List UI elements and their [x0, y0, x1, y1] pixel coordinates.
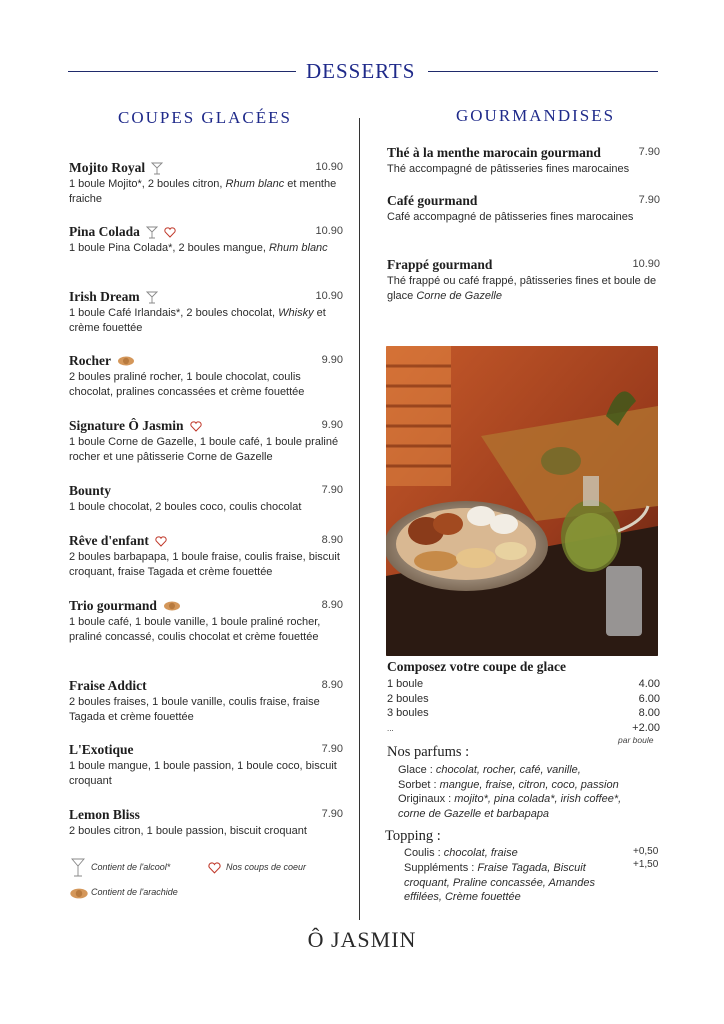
menu-item: [69, 160, 343, 206]
item-name: Thé à la menthe marocain gourmand: [387, 145, 601, 160]
menu-item: [69, 533, 343, 579]
parfums-list: [398, 763, 648, 821]
tea-tray-illustration: [386, 346, 658, 656]
item-desc-italic: Rhum blanc: [225, 178, 285, 190]
heart-icon: [208, 862, 221, 874]
legend-alcohol: Contient de l'alcool*: [91, 862, 171, 872]
item-price: 7.90: [321, 808, 343, 820]
compose-row: [387, 693, 660, 705]
item-desc: 1 boule Mojito*, 2 boules citron,: [69, 178, 226, 190]
topping-title: Topping :: [385, 828, 441, 844]
peanut-icon: [69, 887, 89, 900]
topping-supplements: [404, 861, 626, 905]
item-desc-tail: et menthe fraiche: [69, 178, 337, 205]
menu-item: [69, 742, 343, 788]
legend-peanut: Contient de l'arachide: [91, 887, 178, 897]
supp-label: Suppléments :: [404, 862, 478, 874]
item-name: Lemon Bliss: [69, 807, 140, 822]
compose-price: 4.00: [638, 678, 660, 690]
per-scoop-note: par boule: [618, 735, 654, 745]
compose-row: [387, 678, 660, 690]
compose-label: 2 boules: [387, 693, 429, 705]
compose-label: 1 boule: [387, 678, 424, 690]
supp-price: +1,50: [633, 859, 659, 870]
menu-item: [69, 289, 343, 335]
compose-price: 8.00: [638, 707, 660, 719]
item-name: Café gourmand: [387, 193, 478, 208]
item-desc: Thé accompagné de pâtisseries fines marocaines: [387, 163, 630, 175]
cocktail-icon: [151, 162, 163, 175]
compose-row: [387, 722, 660, 734]
item-price: 8.90: [321, 679, 343, 691]
item-name: Irish Dream: [69, 289, 140, 304]
item-desc: Thé frappé ou café frappé, pâtisseries fines et boule de glace: [387, 275, 657, 302]
brand-logo: Ô JASMIN: [307, 927, 417, 952]
menu-item: [69, 418, 343, 464]
cocktail-icon: [146, 291, 158, 304]
menu-item: [69, 483, 343, 515]
menu-item: [69, 678, 343, 724]
item-desc: 2 boules barbapapa, 1 boule fraise, coulis fraise, biscuit croquant, fraise Tagada et crème fouettée: [69, 551, 340, 578]
heart-icon: [155, 536, 167, 547]
menu-item: [69, 807, 343, 839]
legend-heart: Nos coups de coeur: [226, 862, 307, 872]
item-desc: 1 boule Pina Colada*, 2 boules mangue,: [69, 242, 269, 254]
item-desc-italic: Corne de Gazelle: [416, 289, 502, 302]
item-desc: 2 boules praliné rocher, 1 boule chocolat, coulis chocolat, pralines concassées et crème fouettée: [69, 371, 305, 398]
compose-row: [387, 707, 660, 719]
item-price: 9.90: [321, 354, 343, 366]
item-name: Mojito Royal: [69, 160, 146, 175]
compose-label: ...: [387, 724, 394, 733]
item-name: Frappé gourmand: [387, 257, 493, 272]
peanut-icon: [117, 355, 135, 367]
item-desc: 1 boule mangue, 1 boule passion, 1 boule coco, biscuit croquant: [69, 760, 337, 787]
item-desc: 1 boule Corne de Gazelle, 1 boule café, 1 boule praliné rocher et une pâtisserie Corne de Gazelle: [69, 436, 339, 463]
peanut-icon: [163, 600, 181, 612]
item-price: 10.90: [315, 225, 343, 237]
compose-label: 3 boules: [387, 707, 429, 719]
column-divider: [359, 118, 360, 920]
item-price: 7.90: [321, 484, 343, 496]
glace-flavors: chocolat, rocher, café, vanille,: [435, 764, 581, 776]
menu-item: [387, 145, 660, 177]
original-flavors: mojito*, pina colada*, irish coffee*, corne de Gazelle et barbapapa: [398, 793, 622, 820]
coulis-price: +0,50: [633, 846, 659, 857]
page-title: DESSERTS: [306, 59, 416, 83]
parfums-title: Nos parfums :: [387, 744, 470, 760]
compose-price: +2.00: [632, 722, 660, 734]
item-desc-tail: et crème fouettée: [69, 307, 326, 334]
menu-item: [387, 257, 660, 303]
cocktail-icon: [71, 858, 85, 878]
item-name: Pina Colada: [69, 224, 140, 239]
coulis-label: Coulis :: [404, 847, 444, 859]
compose-price: 6.00: [638, 693, 660, 705]
item-price: 10.90: [632, 258, 660, 270]
cocktail-icon: [146, 226, 158, 239]
item-name: Rocher: [69, 353, 111, 368]
item-desc: 2 boules citron, 1 boule passion, biscuit croquant: [69, 825, 307, 837]
item-desc-italic: Whisky: [278, 307, 314, 319]
glace-label: Glace :: [398, 764, 436, 776]
item-price: 8.90: [321, 599, 343, 611]
header-rule-left: [68, 71, 296, 72]
sorbet-flavors: mangue, fraise, citron, coco, passion: [439, 778, 619, 791]
heart-icon: [164, 227, 176, 238]
item-price: 10.90: [315, 161, 343, 173]
item-desc: 1 boule café, 1 boule vanille, 1 boule praliné rocher, praliné concassé, coulis chocolat et crème fouettée: [69, 616, 321, 643]
section-heading-coupes: COUPES GLACÉES: [118, 108, 292, 127]
item-name: Bounty: [69, 483, 112, 498]
item-desc: Café accompagné de pâtisseries fines marocaines: [387, 211, 634, 223]
item-price: 8.90: [321, 534, 343, 546]
item-name: Fraise Addict: [69, 678, 147, 693]
sorbet-label: Sorbet :: [398, 778, 440, 791]
menu-item: [69, 224, 343, 256]
menu-item: [387, 193, 660, 225]
item-desc: 2 boules fraises, 1 boule vanille, coulis fraise, fraise Tagada et crème fouettée: [69, 696, 320, 723]
compose-title: Composez votre coupe de glace: [387, 659, 566, 674]
item-desc-italic: Rhum blanc: [268, 242, 328, 254]
menu-item: [69, 353, 343, 399]
item-desc: 1 boule chocolat, 2 boules coco, coulis chocolat: [69, 501, 302, 513]
item-name: L'Exotique: [69, 742, 134, 757]
item-name: Rêve d'enfant: [69, 533, 149, 548]
coulis-values: chocolat, fraise: [443, 847, 518, 859]
item-price: 9.90: [321, 419, 343, 431]
item-desc: 1 boule Café Irlandais*, 2 boules chocolat,: [69, 307, 279, 319]
supp-values: Fraise Tagada, Biscuit croquant, Praline concassée, Amandes effilées, Crème fouettée: [404, 862, 595, 903]
heart-icon: [190, 421, 202, 432]
item-price: 7.90: [638, 146, 660, 158]
original-label: Originaux :: [398, 793, 455, 805]
topping-coulis: [404, 846, 624, 861]
item-name: Trio gourmand: [69, 598, 157, 613]
item-price: 7.90: [638, 194, 660, 206]
item-price: 7.90: [321, 743, 343, 755]
section-heading-gourmandises: GOURMANDISES: [456, 106, 616, 125]
menu-item: [69, 598, 343, 644]
header-rule-right: [428, 71, 658, 72]
item-price: 10.90: [315, 290, 343, 302]
item-name: Signature Ô Jasmin: [69, 418, 184, 433]
dessert-photo: [386, 346, 658, 656]
